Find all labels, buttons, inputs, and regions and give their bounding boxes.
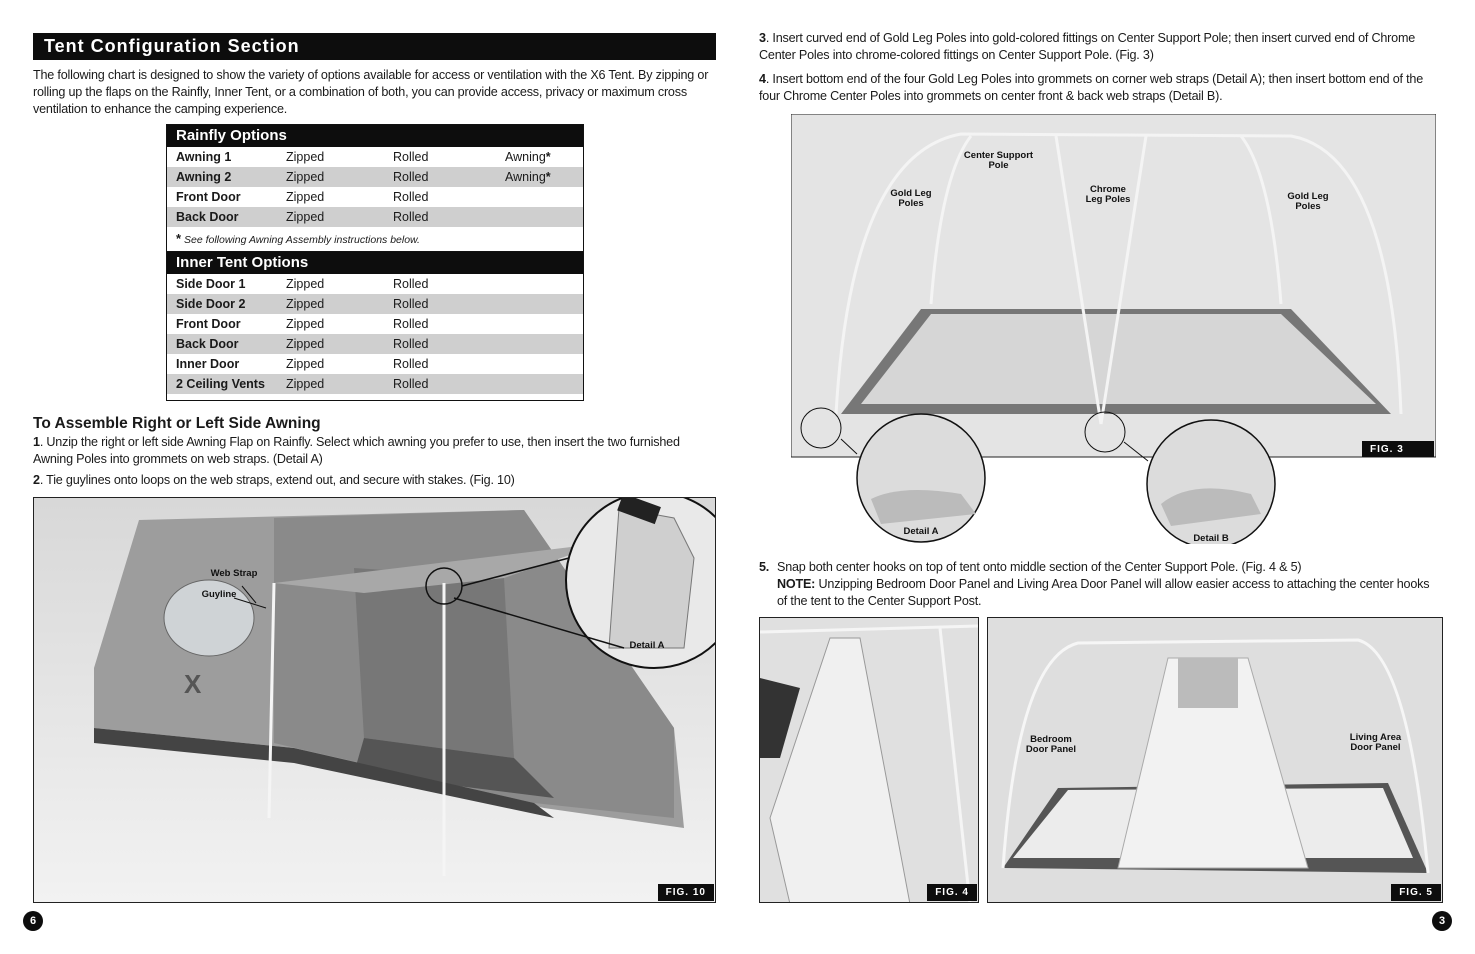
step-text bbox=[759, 71, 1439, 105]
asterisk: * bbox=[545, 170, 551, 184]
chrome-leg-poles-label: Chrome Leg Poles bbox=[1085, 184, 1131, 205]
step-2 bbox=[33, 472, 716, 489]
center-support-pole-label: Center Support Pole bbox=[963, 150, 1034, 171]
step-text bbox=[33, 472, 515, 489]
guyline-label: Guyline bbox=[201, 589, 237, 600]
note-label: NOTE: bbox=[777, 577, 816, 591]
zipped-cell: Zipped bbox=[286, 337, 325, 351]
step-body: . Insert bottom end of the four Gold Leg Poles into grommets on corner web straps (Detail A); then insert bottom end of the four Chrome Center Poles into grommets on center front & back web straps (Detail B). bbox=[759, 72, 1424, 103]
awning-text: Awning bbox=[505, 170, 546, 184]
zipped-cell: Zipped bbox=[286, 210, 325, 224]
rolled-cell: Rolled bbox=[393, 337, 429, 351]
inner-tent-heading: Inner Tent Options bbox=[167, 252, 583, 274]
step-5 bbox=[759, 559, 1439, 610]
step-body: . Tie guylines onto loops on the web straps, extend out, and secure with stakes. (Fig. 10) bbox=[39, 473, 515, 487]
table-row bbox=[167, 334, 583, 354]
awning-section-title: To Assemble Right or Left Side Awning bbox=[33, 415, 321, 432]
row-name: Side Door 1 bbox=[176, 277, 246, 291]
rainfly-heading: Rainfly Options bbox=[167, 125, 583, 147]
step-text bbox=[33, 434, 716, 468]
fig-4-photo bbox=[759, 617, 979, 903]
zipped-cell: Zipped bbox=[286, 297, 325, 311]
step-number: 4 bbox=[759, 72, 766, 86]
svg-text:X: X bbox=[184, 669, 202, 699]
zipped-cell: Zipped bbox=[286, 377, 325, 391]
fig-5-photo bbox=[987, 617, 1443, 903]
fig-4-label: FIG. 4 bbox=[927, 884, 977, 901]
step-1 bbox=[33, 434, 716, 468]
fig-3-photo bbox=[791, 114, 1436, 544]
step-body: . Insert curved end of Gold Leg Poles into gold-colored fittings on Center Support Pole; then insert curved end of Chrome Center Poles into chrome-colored fittings on Center Support Pole. (Fig. 3) bbox=[759, 31, 1416, 62]
step-body: . Unzip the right or left side Awning Flap on Rainfly. Select which awning you prefer to use, then insert the two furnished Awning Poles into grommets on web straps. (Detail A) bbox=[33, 435, 680, 466]
table-row bbox=[167, 294, 583, 314]
row-name: Awning 1 bbox=[176, 150, 232, 164]
tent-awning-illustration bbox=[34, 498, 716, 903]
zipped-cell: Zipped bbox=[286, 277, 325, 291]
living-area-door-panel-label: Living Area Door Panel bbox=[1349, 732, 1402, 753]
note-text: Unzipping Bedroom Door Panel and Living Area Door Panel will allow easier access to attaching the center hooks of the tent to the Center Support Post. bbox=[777, 577, 1430, 608]
row-name: Front Door bbox=[176, 190, 241, 204]
zipped-cell: Zipped bbox=[286, 317, 325, 331]
row-name: Side Door 2 bbox=[176, 297, 246, 311]
zipped-cell: Zipped bbox=[286, 150, 325, 164]
table-row bbox=[167, 147, 583, 167]
inner-tent-illustration bbox=[988, 618, 1442, 902]
detail-a-label: Detail A bbox=[903, 526, 939, 537]
detail-b-label: Detail B bbox=[1193, 533, 1229, 544]
row-name: Back Door bbox=[176, 210, 239, 224]
table-row bbox=[167, 354, 583, 374]
page-number-right: 3 bbox=[1432, 911, 1452, 931]
step-number: 1 bbox=[33, 435, 40, 449]
awning-cell bbox=[505, 150, 575, 164]
rolled-cell: Rolled bbox=[393, 317, 429, 331]
zipped-cell: Zipped bbox=[286, 357, 325, 371]
step-4 bbox=[759, 71, 1439, 105]
fig-3-label: FIG. 3 bbox=[1364, 442, 1410, 457]
gold-leg-poles-right-label: Gold Leg Poles bbox=[1287, 191, 1329, 212]
step-text bbox=[777, 559, 1439, 610]
table-row bbox=[167, 374, 583, 394]
row-name: 2 Ceiling Vents bbox=[176, 377, 265, 391]
table-row bbox=[167, 187, 583, 207]
table-row bbox=[167, 314, 583, 334]
step-number: 3 bbox=[759, 31, 766, 45]
step-number: 2 bbox=[33, 473, 40, 487]
zipped-cell: Zipped bbox=[286, 190, 325, 204]
fig-10-label: FIG. 10 bbox=[658, 884, 714, 901]
asterisk: * bbox=[545, 150, 551, 164]
step-3 bbox=[759, 30, 1439, 64]
table-row bbox=[167, 274, 583, 294]
detail-a-label: Detail A bbox=[629, 640, 665, 651]
bedroom-door-panel-label: Bedroom Door Panel bbox=[1025, 734, 1077, 755]
rolled-cell: Rolled bbox=[393, 190, 429, 204]
awning-text: Awning bbox=[505, 150, 546, 164]
pole-frame-illustration bbox=[791, 114, 1436, 544]
rolled-cell: Rolled bbox=[393, 277, 429, 291]
hook-attachment-illustration bbox=[760, 618, 979, 903]
row-name: Back Door bbox=[176, 337, 239, 351]
gold-leg-poles-left-label: Gold Leg Poles bbox=[890, 188, 932, 209]
fig-5-label: FIG. 5 bbox=[1391, 884, 1441, 901]
row-name: Inner Door bbox=[176, 357, 240, 371]
intro-paragraph: The following chart is designed to show the variety of options available for access or ventilation with the X6 Tent. By zipping or rolling up the flaps on the Rainfly, Inner Tent, or a combination of both, you can provide access, privacy or maximum cross ventilation to enhance the camping experience. bbox=[33, 68, 709, 116]
section-title: Tent Configuration Section bbox=[33, 33, 716, 60]
row-name: Awning 2 bbox=[176, 170, 232, 184]
rolled-cell: Rolled bbox=[393, 170, 429, 184]
table-row bbox=[167, 207, 583, 227]
fig-10-photo bbox=[33, 497, 716, 903]
step-number: 5. bbox=[759, 560, 770, 574]
options-table bbox=[166, 124, 584, 401]
row-name: Front Door bbox=[176, 317, 241, 331]
step-body: Snap both center hooks on top of tent onto middle section of the Center Support Pole. (Fig. 4 & 5) bbox=[777, 560, 1302, 574]
step-text bbox=[759, 30, 1439, 64]
rolled-cell: Rolled bbox=[393, 210, 429, 224]
rolled-cell: Rolled bbox=[393, 150, 429, 164]
footnote-asterisk: * bbox=[176, 231, 182, 246]
footnote-text: See following Awning Assembly instructions below. bbox=[183, 234, 420, 246]
rainfly-footnote bbox=[167, 227, 583, 252]
table-row bbox=[167, 167, 583, 187]
awning-cell bbox=[505, 170, 575, 184]
rolled-cell: Rolled bbox=[393, 357, 429, 371]
zipped-cell: Zipped bbox=[286, 170, 325, 184]
web-strap-label: Web Strap bbox=[210, 568, 258, 579]
page-number-left: 6 bbox=[23, 911, 43, 931]
rolled-cell: Rolled bbox=[393, 377, 429, 391]
rolled-cell: Rolled bbox=[393, 297, 429, 311]
